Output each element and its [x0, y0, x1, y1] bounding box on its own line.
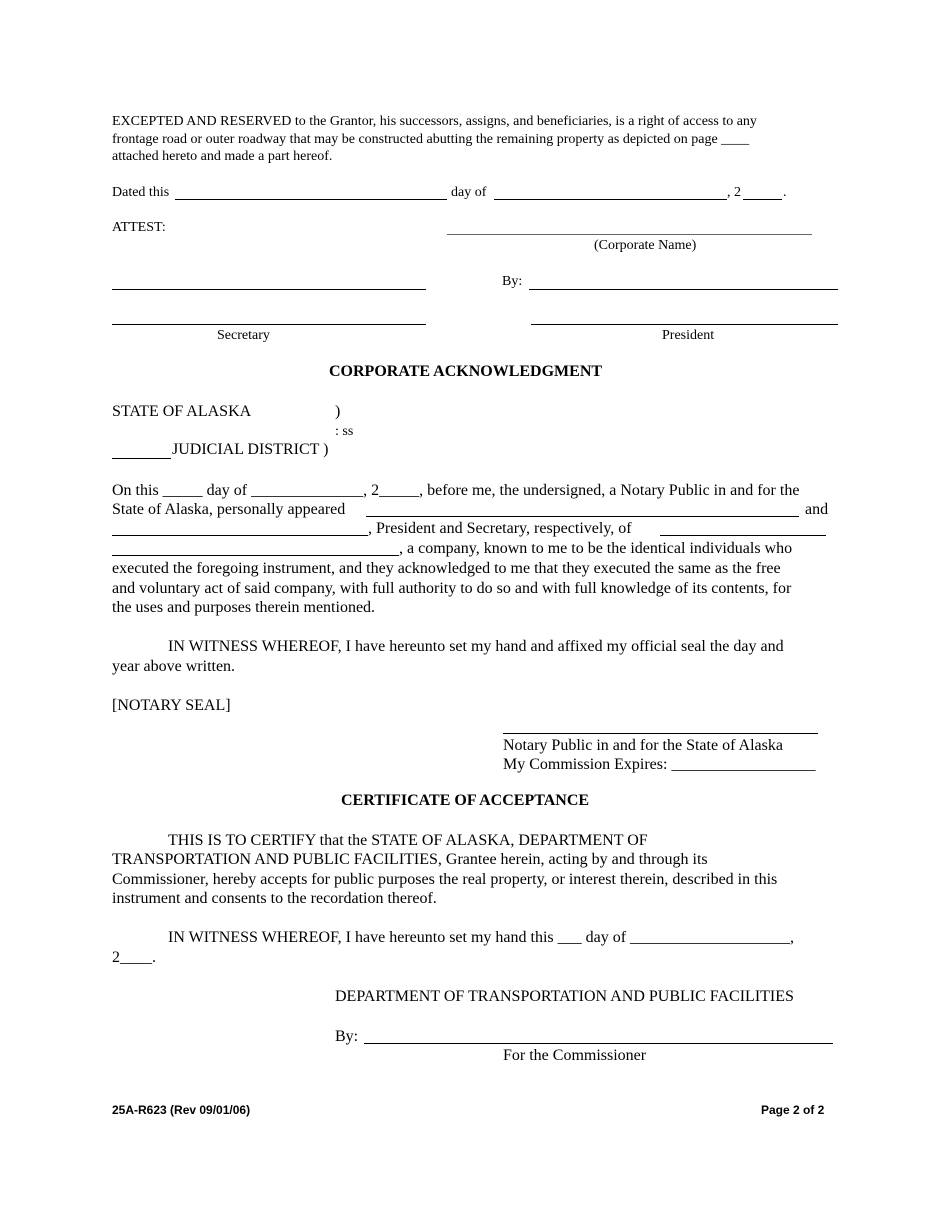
names-blank[interactable]: [112, 535, 368, 536]
by-label: By:: [502, 274, 523, 289]
dated-label: Dated this: [112, 185, 170, 200]
ack-line-1: On this _____ day of ______________, 2_____, before me, the undersigned, a Notary Public in and for the: [112, 482, 800, 499]
ack-line-2b: and: [805, 501, 829, 518]
ack-line-5: executed the foregoing instrument, and they acknowledged to me that they executed the same as the free: [112, 560, 781, 577]
ss-label: : ss: [335, 424, 354, 439]
cert-line-2: TRANSPORTATION AND PUBLIC FACILITIES, Grantee herein, acting by and through its: [112, 851, 708, 868]
commission-expires-label: My Commission Expires: __________________: [503, 756, 816, 773]
for-commissioner-label: For the Commissioner: [503, 1047, 647, 1064]
acknowledgment-heading: CORPORATE ACKNOWLEDGMENT: [329, 363, 603, 380]
reservation-line-2: frontage road or outer roadway that may be constructed abutting the remaining property as depicted on page ____: [112, 132, 750, 147]
ack-witness-line-1: IN WITNESS WHEREOF, I have hereunto set my hand and affixed my official seal the day and: [168, 638, 784, 655]
president-signature-line[interactable]: [531, 324, 838, 325]
state-label: STATE OF ALASKA: [112, 403, 252, 420]
ack-line-4: , a company, known to me to be the identical individuals who: [399, 540, 793, 557]
day-of-label: day of: [451, 185, 487, 200]
ack-line-7: the uses and purposes therein mentioned.: [112, 599, 376, 616]
certificate-heading: CERTIFICATE OF ACCEPTANCE: [341, 792, 590, 809]
corporate-name-label: (Corporate Name): [594, 238, 697, 253]
department-label: DEPARTMENT OF TRANSPORTATION AND PUBLIC FACILITIES: [335, 988, 794, 1005]
attest-signature-line[interactable]: [112, 289, 426, 290]
dated-month-blank[interactable]: [494, 199, 727, 200]
cert-line-3: Commissioner, hereby accepts for public purposes the real property, or interest therein, described in this: [112, 871, 778, 888]
notary-seal-label: [NOTARY SEAL]: [112, 697, 231, 714]
company-name-blank[interactable]: [112, 555, 399, 556]
by-signature-line[interactable]: [529, 289, 838, 290]
ack-line-3: , President and Secretary, respectively, of: [368, 520, 632, 537]
corporate-name-line[interactable]: [447, 234, 812, 235]
dated-day-blank[interactable]: [175, 199, 447, 200]
cert-witness-line-1: IN WITNESS WHEREOF, I have hereunto set my hand this ___ day of ____________________,: [168, 929, 795, 946]
secretary-label: Secretary: [217, 328, 270, 343]
ack-line-2a: State of Alaska, personally appeared: [112, 501, 346, 518]
ack-witness-line-2: year above written.: [112, 658, 236, 675]
cert-line-4: instrument and consents to the recordation thereof.: [112, 890, 437, 907]
reservation-line-3: attached hereto and made a part hereof.: [112, 149, 333, 164]
form-number: 25A-R623 (Rev 09/01/06): [112, 1103, 251, 1117]
page-number: Page 2 of 2: [761, 1103, 825, 1117]
district-blank[interactable]: [112, 458, 171, 459]
attest-label: ATTEST:: [112, 220, 166, 235]
notary-label: Notary Public in and for the State of Alaska: [503, 737, 783, 754]
cert-by-label: By:: [335, 1028, 359, 1045]
reservation-line-1: EXCEPTED AND RESERVED to the Grantor, his successors, assigns, and beneficiaries, is a right of access to any: [112, 114, 757, 129]
dated-year-blank[interactable]: [743, 199, 782, 200]
judicial-district-label: JUDICIAL DISTRICT ): [172, 441, 329, 458]
dated-period: .: [783, 185, 787, 200]
president-label: President: [662, 328, 715, 343]
notary-signature-line[interactable]: [503, 733, 818, 734]
state-paren: ): [335, 403, 341, 420]
appeared-blank[interactable]: [366, 516, 799, 517]
year-prefix: , 2: [727, 185, 741, 200]
cert-line-1: THIS IS TO CERTIFY that the STATE OF ALASKA, DEPARTMENT OF: [168, 832, 648, 849]
commissioner-signature-line[interactable]: [364, 1043, 833, 1044]
cert-witness-line-2: 2____.: [112, 949, 156, 966]
secretary-signature-line[interactable]: [112, 324, 426, 325]
company-blank[interactable]: [660, 535, 826, 536]
ack-line-6: and voluntary act of said company, with full authority to do so and with full knowledge of its contents, for: [112, 580, 792, 597]
